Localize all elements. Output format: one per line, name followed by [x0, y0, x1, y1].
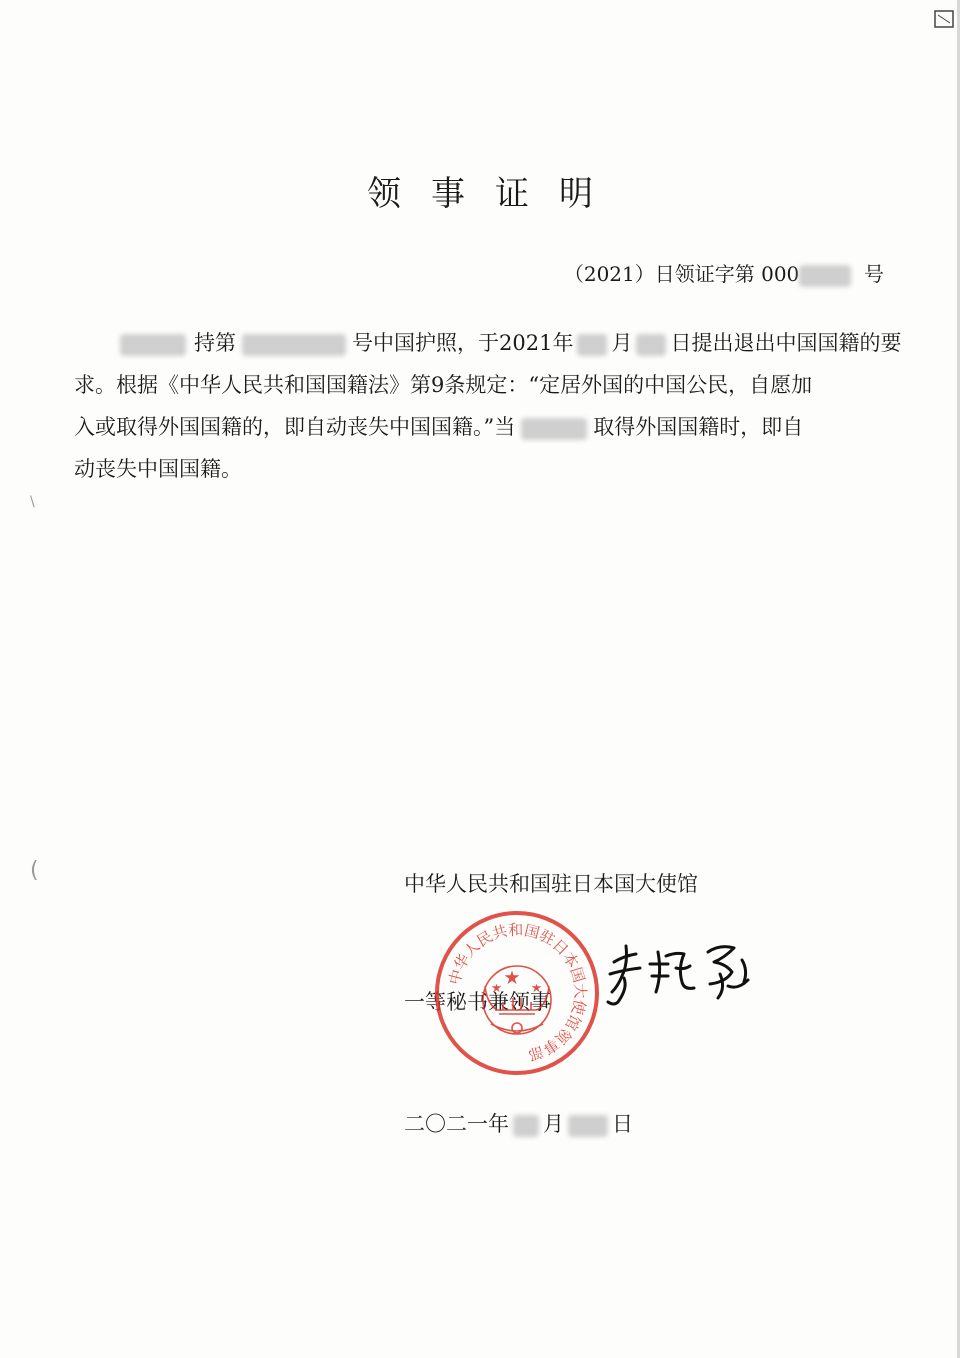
- body-line-2: 求。根据《中华人民共和国国籍法》第9条规定：“定居外国的中国公民，自愿加: [74, 373, 813, 397]
- body-text-segment: 持第: [194, 331, 236, 355]
- document-title: 领事证明: [367, 174, 623, 214]
- body-text-segment: 号中国护照，于2021年: [352, 331, 574, 355]
- body-text-segment: 取得外国国籍时，即自: [593, 415, 804, 439]
- svg-text:中华人民共和国驻日本国大使馆领事部: [445, 921, 589, 1064]
- document-number-suffix: 号: [864, 262, 884, 286]
- redacted-name: [521, 418, 587, 440]
- body-line-1: [74, 322, 914, 364]
- body-text-segment: 月: [611, 331, 633, 355]
- official-seal: [432, 908, 602, 1078]
- scan-corner-mark: [934, 10, 954, 28]
- body-line-4: 动丧失中国国籍。: [74, 457, 242, 481]
- body-text-segment: 入或取得外国国籍的，即自动丧失中国国籍。”当: [74, 415, 516, 439]
- certificate-body: [74, 322, 914, 490]
- scan-artifact: (: [30, 858, 39, 883]
- national-emblem-icon: [483, 966, 551, 1034]
- redacted-number: [799, 265, 851, 287]
- scan-artifact: \: [30, 494, 35, 510]
- document-number: [564, 258, 884, 287]
- body-line-3: [74, 406, 914, 448]
- redacted-name: [120, 334, 186, 356]
- date-day-label: 日: [612, 1112, 633, 1136]
- issue-date: [404, 1108, 633, 1138]
- officer-title: 一等秘书兼领事: [404, 990, 551, 1014]
- seal-text: 中华人民共和国驻日本国大使馆领事部: [445, 920, 590, 1064]
- body-text-segment: 日提出退出中国国籍的要: [670, 331, 902, 355]
- redacted-day: [636, 334, 666, 356]
- issuing-embassy: 中华人民共和国驻日本国大使馆: [404, 872, 698, 896]
- date-year: 二〇二一年: [404, 1112, 509, 1136]
- handwritten-signature: [596, 934, 766, 1014]
- redacted-month: [577, 334, 607, 356]
- redacted-day: [568, 1115, 608, 1137]
- document-number-prefix: （2021）日领证字第 000: [563, 262, 800, 286]
- date-month-label: 月: [543, 1112, 564, 1136]
- redacted-month: [513, 1115, 539, 1137]
- redacted-passport-number: [242, 334, 346, 356]
